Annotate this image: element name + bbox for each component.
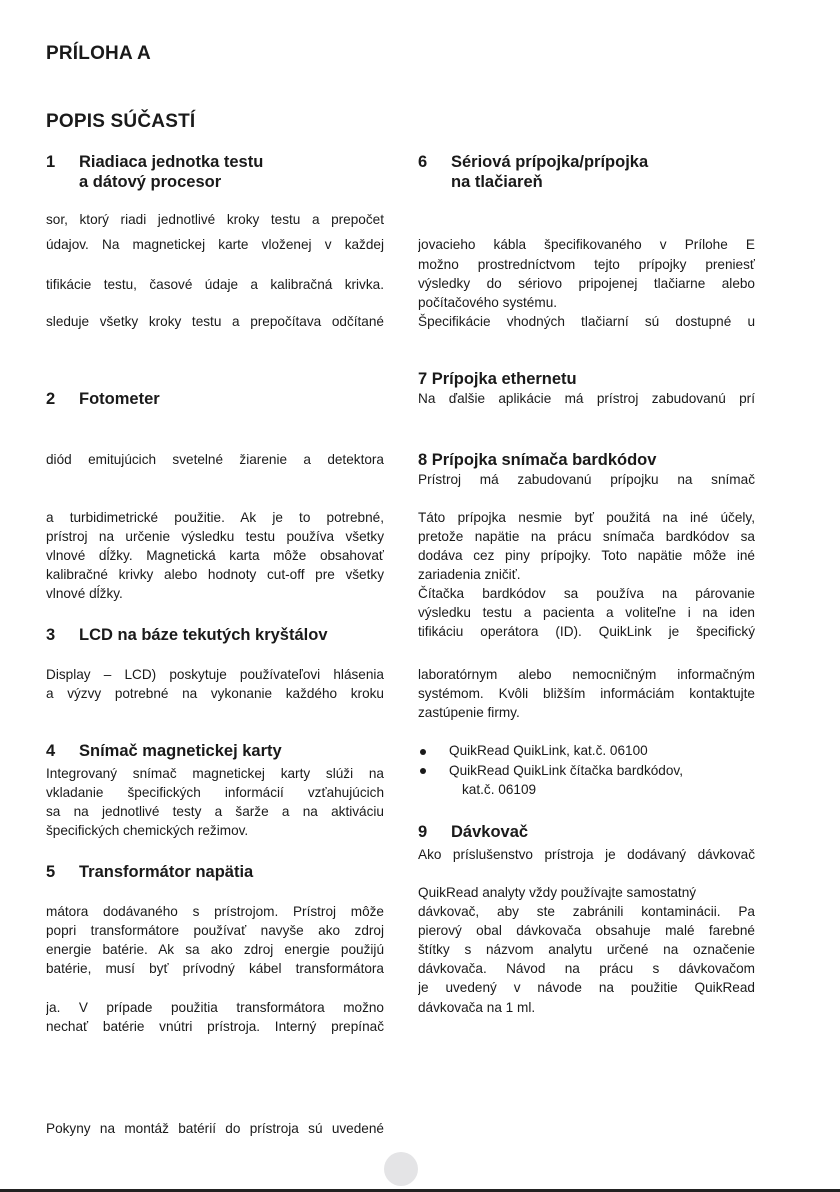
section-9-text: je uvedený v návode na použitie QuikRead [418,980,755,995]
section-5-text: nechať batérie vnútri prístroja. Interný prepínač [46,1019,384,1034]
section-6-title-line-2: na tlačiareň [451,173,543,191]
section-5-text: Pokyny na montáž batérií do prístroja sú uvedené [46,1121,384,1136]
section-2-title: Fotometer [79,390,160,408]
section-2-text: kalibračné krivky alebo hodnoty cut-off pre všetky [46,567,384,582]
bullet-item-continuation: kat.č. 06109 [462,782,537,797]
section-2-heading [46,389,160,409]
section-9-text: štítky s názvom analytu určené na označenie [418,942,755,957]
section-3-heading [46,625,328,645]
section-8-text: pretože napätie na prácu snímača bardkódov sa [418,529,755,544]
section-title: POPIS SÚČASTÍ [46,111,196,132]
section-8-text: zastúpenie firmy. [418,705,520,720]
section-2-text: diód emitujúcich svetelné žiarenie a detektora [46,452,384,467]
section-8-text: Čítačka bardkódov sa používa na párovanie [418,586,755,601]
section-5-text: energie batérie. Ak sa ako zdroj energie použijú [46,942,384,957]
section-1-number: 1 [46,153,56,171]
section-8-text: systémom. Kvôli bližším informáciám kontaktujte [418,686,755,701]
section-4-text: Integrovaný snímač magnetickej karty slúži na [46,766,384,781]
page-number-circle [384,1152,418,1186]
section-5-heading [46,862,253,882]
section-6-text: výsledky do sériovo pripojenej tlačiarne alebo [418,276,755,291]
section-4-number: 4 [46,742,56,760]
section-4-text: špecifických chemických režimov. [46,823,249,838]
section-8-text: Táto prípojka nesmie byť použitá na iné účely, [418,510,755,525]
section-5-title: Transformátor napätia [79,863,254,881]
section-3-title: LCD na báze tekutých kryštálov [79,626,328,644]
section-9-title: Dávkovač [451,823,529,841]
section-5-text: mátora dodávaného s prístrojom. Prístroj môže [46,904,384,919]
section-8-text: zariadenia zničiť. [418,567,521,582]
section-9-heading [418,822,528,842]
bullet-item: QuikRead QuikLink čítačka bardkódov, [449,763,683,778]
section-2-number: 2 [46,390,56,408]
section-2-text: prístroj na určenie výsledku testu používa všetky [46,529,384,544]
section-2-text: vlnové dĺžky. Magnetická karta môže obsahovať [46,548,384,563]
section-3-text: Display – LCD) poskytuje používateľovi hlásenia [46,667,384,682]
section-6-text: jovacieho kábla špecifikovaného v Prílohe E [418,237,755,252]
section-9-text: dávkovača. Návod na prácu s dávkovačom [418,961,755,976]
section-6-heading [418,152,648,192]
section-5-number: 5 [46,863,56,881]
section-8-text: výsledku testu a pacienta a voliteľne i na iden [418,605,755,620]
section-9-text: dávkovača na 1 ml. [418,1000,536,1015]
section-8-text: dodáva cez piny prípojky. Toto napätie môže iné [418,548,755,563]
section-1-text: sor, ktorý riadi jednotlivé kroky testu a prepočet [46,212,384,227]
section-4-title: Snímač magnetickej karty [79,742,282,760]
section-6-text: Špecifikácie vhodných tlačiarní sú dostupné u [418,314,755,329]
section-7-text: Na ďalšie aplikácie má prístroj zabudovanú prí [418,391,755,406]
section-2-text: a turbidimetrické použitie. Ak je to potrebné, [46,510,384,525]
section-6-number: 6 [418,153,428,171]
section-6-text: počítačového systému. [418,295,558,310]
section-5-text: ja. V prípade použitia transformátora možno [46,1000,384,1015]
section-9-text: dávkovač, aby ste zabránili kontaminácii. Pa [418,904,755,919]
section-7-heading: 7 Prípojka ethernetu [418,370,577,388]
section-8-heading: 8 Prípojka snímača bardkódov [418,451,657,469]
section-3-number: 3 [46,626,56,644]
section-8-text: laboratórnym alebo nemocničným informačným [418,667,755,682]
section-6-title-line-1: Sériová prípojka/prípojka [451,153,649,171]
section-4-text: sa na jednotlivé testy a šarže a na aktiváciu [46,804,384,819]
section-8-text: Prístroj má zabudovanú prípojku na snímač [418,472,755,487]
section-4-text: vkladanie špecifických informácií vzťahujúcich [46,785,384,800]
section-1-heading [46,152,263,192]
section-9-text: QuikRead analyty vždy používajte samostatný [418,885,697,900]
section-1-title-line-1: Riadiaca jednotka testu [79,153,264,171]
section-8-text: tifikáciu operátora (ID). QuikLink je špecifický [418,624,755,639]
bullet-dot [420,768,426,774]
section-1-text: tifikácie testu, časové údaje a kalibračná krivka. [46,277,384,292]
section-1-text: údajov. Na magnetickej karte vloženej v každej [46,237,384,252]
section-1-text: sleduje všetky kroky testu a prepočítava odčítané [46,314,384,329]
annex-title: PRÍLOHA A [46,43,151,64]
bullet-dot [420,749,426,755]
section-9-text: pierový obal dávkovača obsahuje malé farebné [418,923,755,938]
section-5-text: batérie, musí byť prívodný kábel transformátora [46,961,384,976]
bullet-item: QuikRead QuikLink, kat.č. 06100 [449,743,648,758]
section-9-text: Ako príslušenstvo prístroja je dodávaný dávkovač [418,847,755,862]
section-2-text: vlnové dĺžky. [46,586,123,601]
section-5-text: popri transformátore používať navyše ako zdroj [46,923,384,938]
section-3-text: a výzvy potrebné na vykonanie každého kroku [46,686,384,701]
section-4-heading [46,741,282,761]
section-1-title-line-2: a dátový procesor [79,173,222,191]
section-6-text: možno prostredníctvom tejto prípojky preniesť [418,257,755,272]
section-9-number: 9 [418,823,428,841]
